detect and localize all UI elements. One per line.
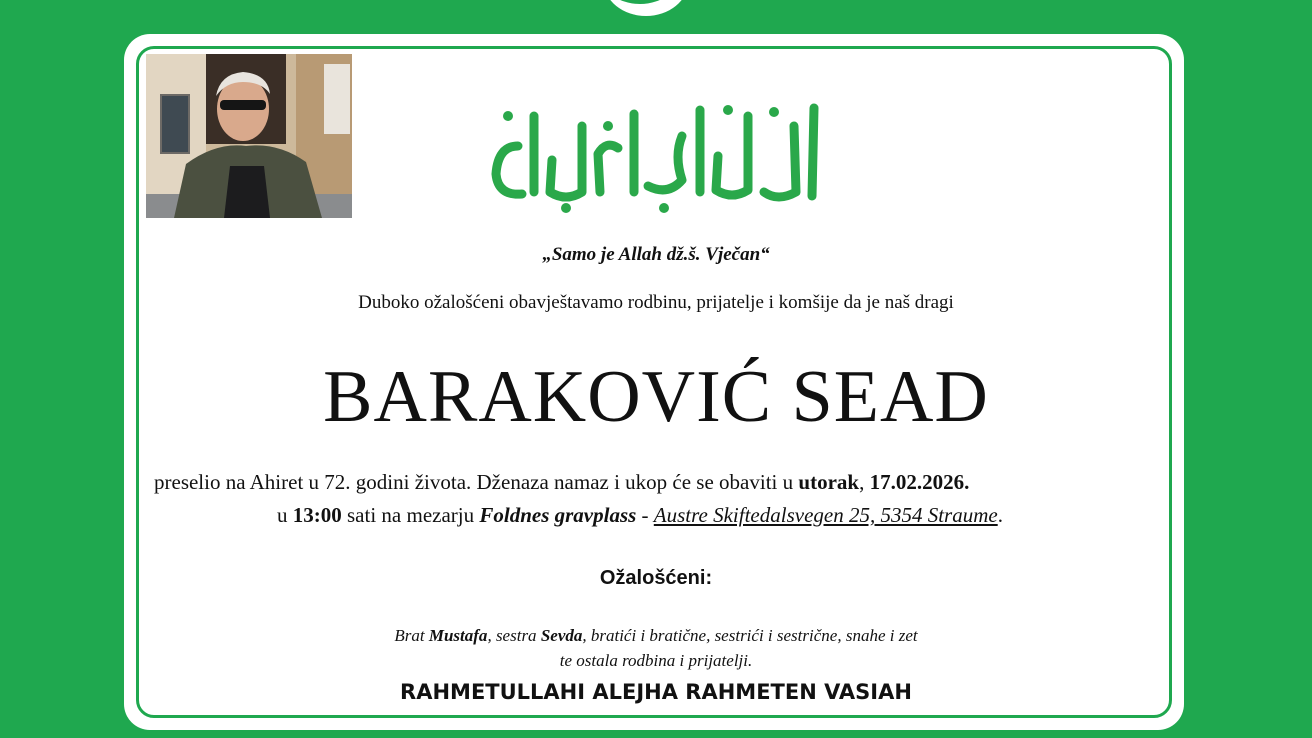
closing-prayer: RAHMETULLAHI ALEJHA RAHMETEN VASIAH — [400, 680, 912, 704]
info-text: preselio na Ahiret u 72. godini života. Dženaza namaz i ukop će se obaviti u — [154, 470, 799, 494]
relatives-line2: te ostala rodbina i prijatelji. — [559, 651, 753, 670]
funeral-time: 13:00 — [292, 503, 342, 527]
relative-brother: Mustafa — [428, 626, 488, 645]
cemetery-address: Austre Skiftedalsvegen 25, 5354 Straume — [653, 503, 998, 527]
deceased-photo — [146, 54, 352, 218]
relatives-text-2: , sestra — [487, 626, 541, 645]
relative-sister: Sevda — [540, 626, 583, 645]
funeral-info-line2 — [277, 503, 1003, 528]
cemetery-name: Foldnes gravplass — [479, 503, 637, 527]
relatives-text-1: Brat — [394, 626, 429, 645]
funeral-info-line1 — [154, 470, 969, 495]
funeral-date: 17.02.2026. — [869, 470, 970, 494]
info-prefix: u — [277, 503, 293, 527]
deceased-name: BARAKOVIĆ SEAD — [323, 356, 989, 438]
mourners-label: Ožalošćeni: — [599, 567, 713, 589]
quote: „Samo je Allah dž.š. Vječan“ — [542, 244, 770, 265]
crescent-icon — [604, 0, 688, 16]
relatives-text-3: , bratići i bratične, sestrići i sestrične, snahe i zet — [582, 626, 918, 645]
info-mid: sati na mezarju — [341, 503, 480, 527]
funeral-day: utorak — [798, 470, 860, 494]
info-dash: - — [636, 503, 654, 527]
info-end: . — [997, 503, 1003, 527]
arabic-calligraphy — [478, 96, 830, 218]
relatives-line1 — [0, 626, 1312, 646]
info-separator: , — [859, 470, 870, 494]
intro-text: Duboko ožalošćeni obavještavamo rodbinu, prijatelje i komšije da je naš dragi — [358, 292, 954, 313]
